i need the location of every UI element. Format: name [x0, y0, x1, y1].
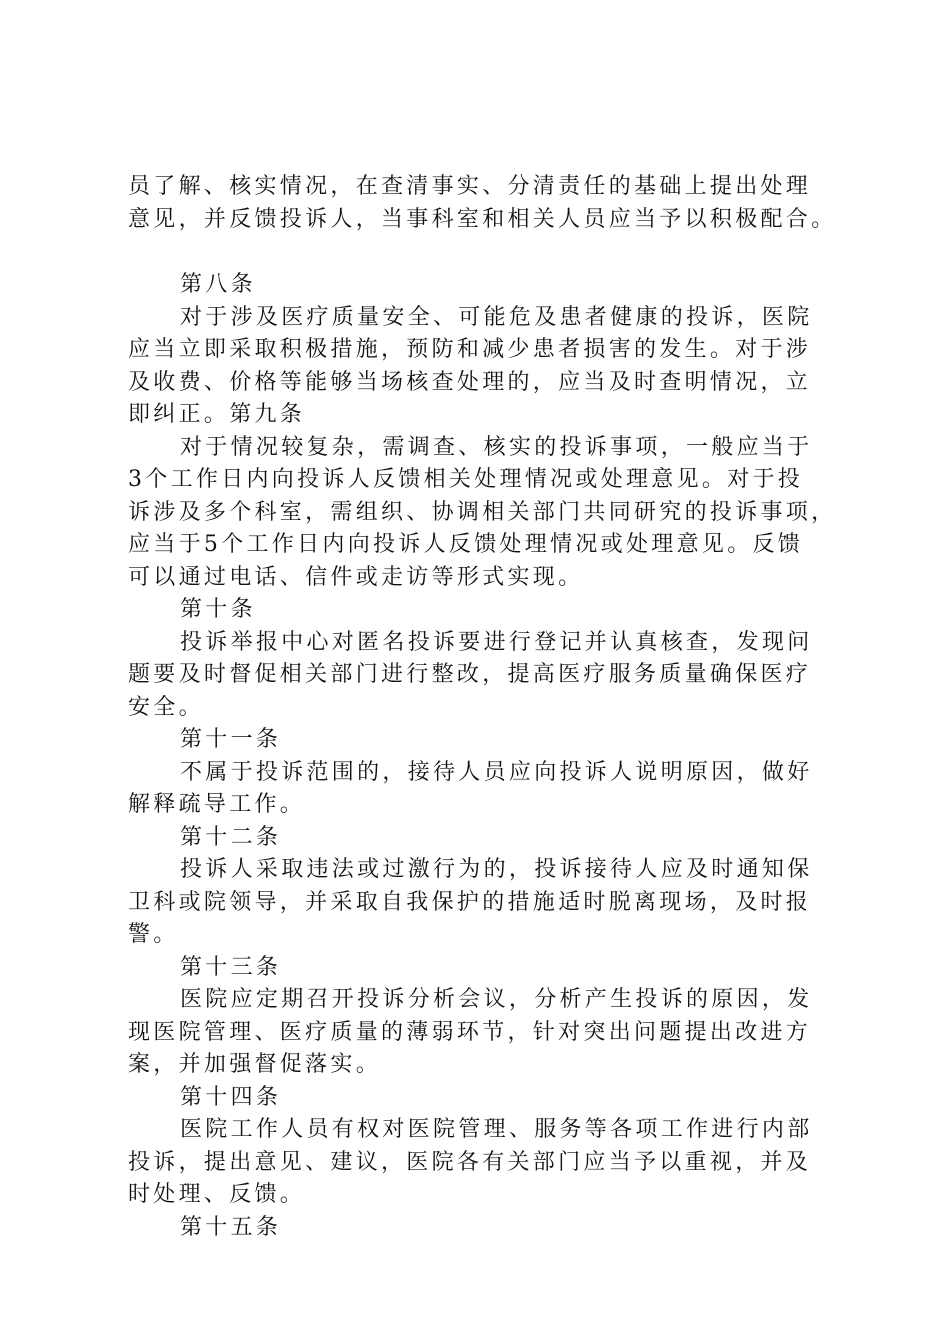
- paragraph-line: 对于情况较复杂，需调查、核实的投诉事项，一般应当于: [180, 434, 813, 460]
- article-heading: 第十四条: [180, 1084, 282, 1110]
- document-body: [128, 171, 840, 1244]
- paragraph-line: 员了解、核实情况，在查清事实、分清责任的基础上提出处理: [128, 174, 812, 199]
- paragraph-line: 应当于5个工作日内向投诉人反馈处理情况或处理意见。反馈: [128, 532, 804, 557]
- paragraph-line: 医院应定期召开投诉分析会议，分析产生投诉的原因，发: [180, 987, 813, 1012]
- paragraph-line: 投诉举报中心对匿名投诉要进行登记并认真核查，发现问: [180, 629, 813, 655]
- paragraph-line: 解释疏导工作。: [128, 792, 306, 817]
- paragraph-gap: [128, 236, 840, 269]
- paragraph-line: 诉涉及多个科室，需组织、协调相关部门共同研究的投诉事项，: [128, 499, 837, 525]
- paragraph-line: 警。: [128, 922, 179, 947]
- paragraph-line: 时处理、反馈。: [128, 1182, 306, 1207]
- paragraph-line: 投诉人采取违法或过激行为的，投诉接待人应及时通知保: [180, 857, 813, 882]
- article-heading: 第十条: [180, 597, 256, 622]
- paragraph-line: 应当立即采取积极措施，预防和减少患者损害的发生。对于涉: [128, 337, 812, 362]
- paragraph-line: 对于涉及医疗质量安全、可能危及患者健康的投诉，医院: [180, 304, 813, 330]
- article-heading: 第十一条: [180, 727, 282, 752]
- paragraph-line: 医院工作人员有权对医院管理、服务等各项工作进行内部: [180, 1117, 813, 1142]
- paragraph-line: 不属于投诉范围的，接待人员应向投诉人说明原因，做好: [180, 759, 813, 785]
- paragraph-line: 案，并加强督促落实。: [128, 1052, 382, 1077]
- article-heading: 第八条: [180, 272, 256, 297]
- paragraph-line: 卫科或院领导，并采取自我保护的措施适时脱离现场，及时报: [128, 889, 812, 915]
- paragraph-line: 题要及时督促相关部门进行整改，提高医疗服务质量确保医疗: [128, 662, 812, 687]
- article-heading: 第十三条: [180, 954, 282, 980]
- paragraph-line: 现医院管理、医疗质量的薄弱环节，针对突出问题提出改进方: [128, 1019, 812, 1045]
- article-heading: 第十二条: [180, 824, 282, 850]
- paragraph-line: 3个工作日内向投诉人反馈相关处理情况或处理意见。对于投: [128, 467, 804, 492]
- paragraph-line: 可以通过电话、信件或走访等形式实现。: [128, 564, 584, 590]
- paragraph-line: 投诉，提出意见、建议，医院各有关部门应当予以重视，并及: [128, 1149, 812, 1175]
- paragraph-line: 及收费、价格等能够当场核查处理的，应当及时查明情况，立: [128, 369, 812, 395]
- paragraph-line: 即纠正。第九条: [128, 402, 306, 427]
- paragraph-line: 意见，并反馈投诉人，当事科室和相关人员应当予以积极配合。: [128, 206, 837, 232]
- article-heading: 第十五条: [180, 1214, 282, 1240]
- paragraph-line: 安全。: [128, 694, 204, 720]
